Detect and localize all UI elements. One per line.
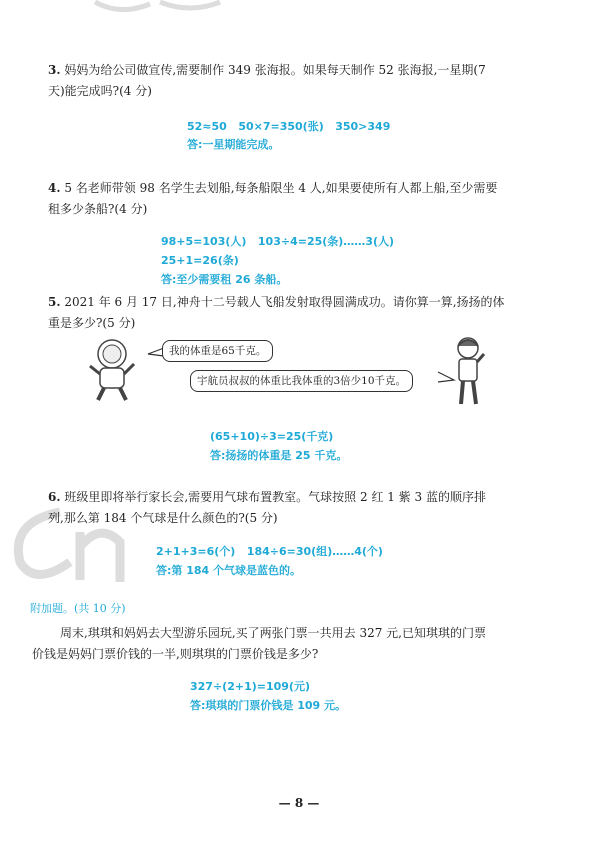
- answer-4-line1: 98+5=103(人) 103÷4=25(条)……3(人): [161, 235, 395, 248]
- answer-4-line2: 25+1=26(条): [161, 254, 239, 267]
- watermark-top: [90, 0, 240, 14]
- question-number: 3.: [48, 63, 61, 77]
- page-number: — 8 —: [278, 796, 320, 810]
- question-3: [48, 60, 558, 102]
- question-number: 6.: [48, 490, 61, 504]
- question-text: 租多少条船?(4 分): [48, 202, 148, 216]
- question-6: [48, 487, 558, 529]
- question-text: 周末,琪琪和妈妈去大型游乐园玩,买了两张门票一共用去 327 元,已知琪琪的门票: [60, 626, 486, 640]
- question-text: 价钱是妈妈门票价钱的一半,则琪琪的门票价钱是多少?: [32, 647, 319, 661]
- extra-section-title: 附加题。(共 10 分): [30, 602, 126, 615]
- answer-6-line1: 2+1+3=6(个) 184÷6=30(组)……4(个): [156, 545, 383, 558]
- question-4: [48, 178, 558, 220]
- speech-bubble-1: 我的体重是65千克。: [162, 340, 273, 362]
- question-5: [48, 292, 558, 334]
- question-text: 班级里即将举行家长会,需要用气球布置教室。气球按照 2 红 1 紫 3 蓝的顺序排: [64, 490, 486, 504]
- question-text: 妈妈为给公司做宣传,需要制作 349 张海报。如果每天制作 52 张海报,一星期(7: [64, 63, 486, 77]
- question-text: 天)能完成吗?(4 分): [48, 84, 152, 98]
- extra-answer-line2: 答:琪琪的门票价钱是 109 元。: [190, 699, 347, 712]
- answer-5-line1: (65+10)÷3=25(千克): [210, 430, 334, 443]
- boy-illustration: [448, 334, 490, 408]
- question-text: 5 名老师带领 98 名学生去划船,每条船限坐 4 人,如果要使所有人都上船,至少需要: [64, 181, 498, 195]
- answer-5-line2: 答:扬扬的体重是 25 千克。: [210, 449, 348, 462]
- question-text: 2021 年 6 月 17 日,神舟十二号载人飞船发射取得圆满成功。请你算一算,扬扬的体: [64, 295, 505, 309]
- answer-3-line2: 答:一星期能完成。: [187, 138, 280, 151]
- question-number: 4.: [48, 181, 61, 195]
- astronaut-illustration: [82, 336, 142, 404]
- answer-4-line3: 答:至少需要租 26 条船。: [161, 273, 288, 286]
- question-number: 5.: [48, 295, 61, 309]
- speech-bubble-2: 宇航员叔叔的体重比我体重的3倍少10千克。: [190, 370, 413, 392]
- extra-answer-line1: 327÷(2+1)=109(元): [190, 680, 310, 693]
- answer-3-line1: 52≈50 50×7=350(张) 350>349: [187, 120, 391, 133]
- question-text: 列,那么第 184 个气球是什么颜色的?(5 分): [48, 511, 278, 525]
- question-text: 重是多少?(5 分): [48, 316, 136, 330]
- answer-6-line2: 答:第 184 个气球是蓝色的。: [156, 564, 302, 577]
- extra-question: [32, 623, 560, 665]
